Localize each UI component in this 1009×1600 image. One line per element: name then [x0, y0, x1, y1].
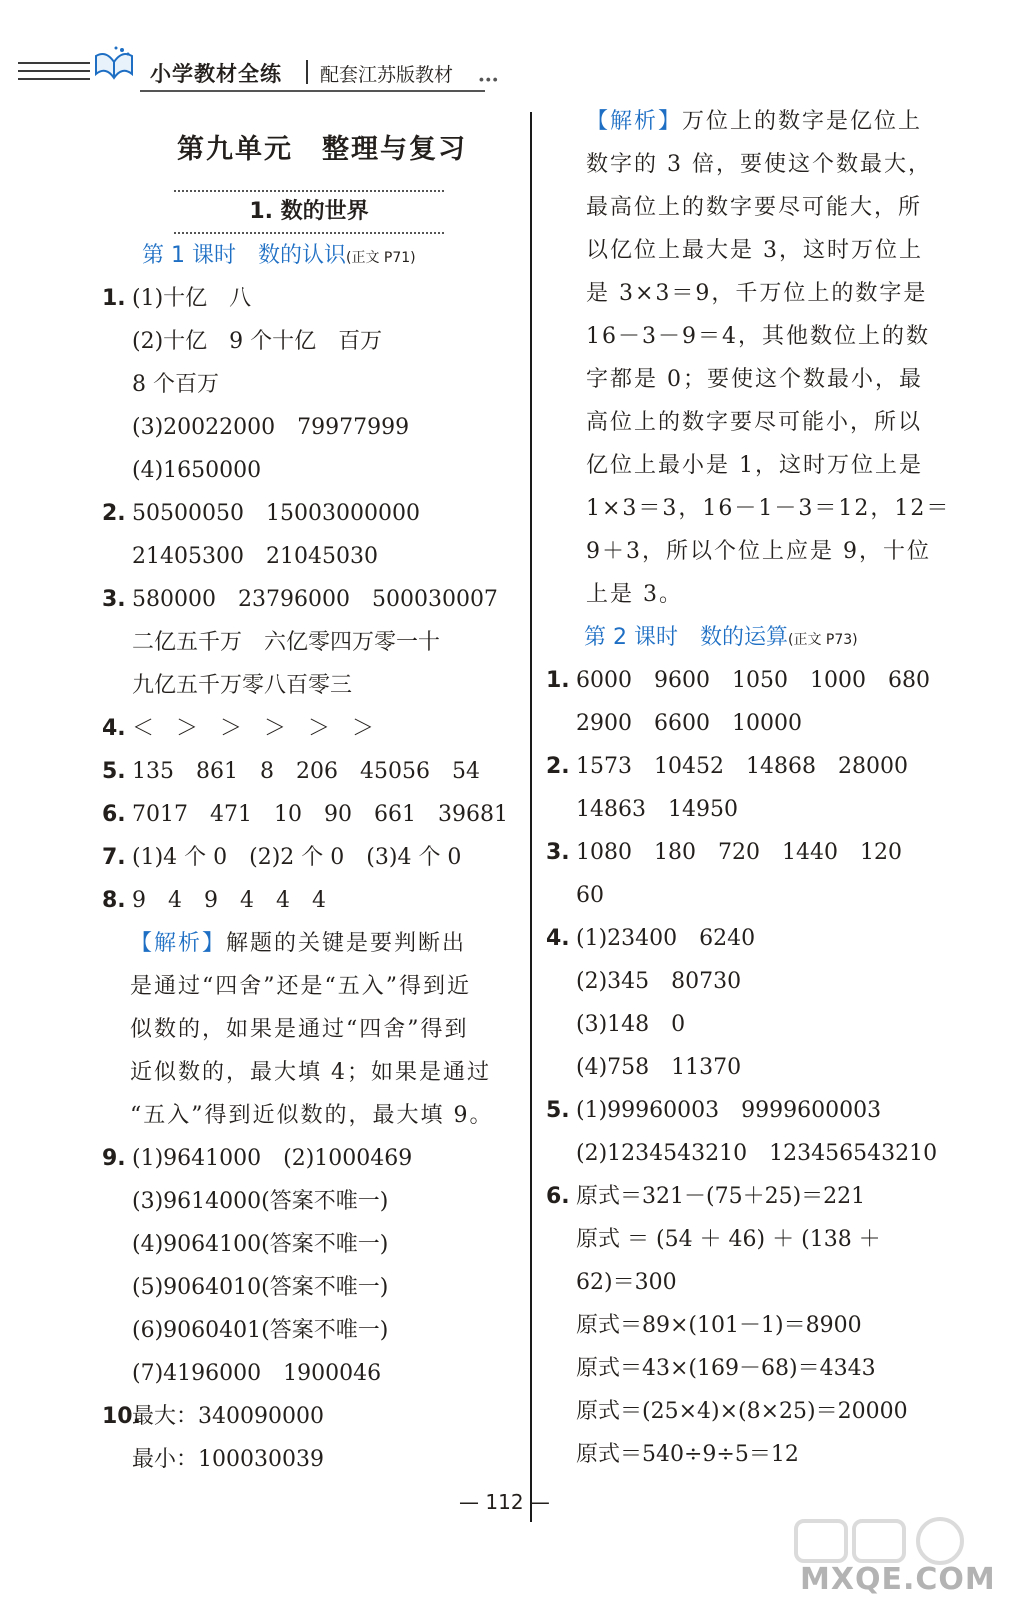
answer-line [546, 960, 966, 1003]
analysis-text: 字都是 0；要使这个数最小，最 [586, 367, 923, 392]
analysis-line [546, 530, 966, 573]
analysis-text: “五入”得到近似数的，最大填 9。 [130, 1103, 494, 1128]
answer-text: 8 个百万 [132, 372, 219, 397]
left-analysis [102, 922, 522, 1137]
page-number: — 112 — [459, 1490, 550, 1514]
analysis-text: 亿位上最小是 1，这时万位上是 [586, 453, 923, 478]
answer-line [546, 659, 966, 702]
answer-line [546, 788, 966, 831]
answer-line [102, 836, 522, 879]
answer-line [546, 874, 966, 917]
answer-text: (7)4196000 1900046 [132, 1361, 382, 1386]
answer-line [102, 277, 522, 320]
book-series-title: 小学教材全练 [150, 62, 282, 86]
answer-line [546, 702, 966, 745]
answer-text: (6)9060401(答案不唯一) [132, 1318, 389, 1343]
answer-line [102, 707, 522, 750]
answer-line [102, 363, 522, 406]
book-icon [92, 44, 136, 88]
answer-text: (1)99960003 9999600003 [576, 1098, 882, 1123]
answer-line [102, 1438, 522, 1481]
answer-text: 原式＝321－(75＋25)＝221 [576, 1184, 866, 1209]
answer-text: 135 861 8 206 45056 54 [132, 759, 480, 784]
analysis-text: 数字的 3 倍，要使这个数最大， [586, 152, 932, 177]
header-dots: ∙∙∙ [478, 72, 499, 88]
answer-text: ＜ ＞ ＞ ＞ ＞ ＞ [132, 716, 375, 741]
question-number: 9. [102, 1146, 126, 1171]
question-number: 5. [546, 1098, 570, 1123]
answer-line [102, 492, 522, 535]
answer-text: (3)148 0 [576, 1012, 686, 1037]
analysis-line [102, 965, 522, 1008]
analysis-text: 上是 3。 [586, 582, 683, 607]
answer-line [102, 449, 522, 492]
answer-line [546, 1089, 966, 1132]
lesson-2-label: 第 2 课时 数的运算 [584, 625, 788, 650]
answer-text: (2)345 80730 [576, 969, 742, 994]
question-number: 8. [102, 888, 126, 913]
right-column [546, 100, 966, 1476]
question-number: 2. [102, 501, 126, 526]
answer-text: 7017 471 10 90 661 39681 [132, 802, 508, 827]
answer-text: (1)十亿 八 [132, 286, 252, 311]
answer-line [102, 879, 522, 922]
answer-text: 14863 14950 [576, 797, 738, 822]
question-number: 7. [102, 845, 126, 870]
question-number: 10. [102, 1404, 141, 1429]
answer-text: 原式＝89×(101－1)＝8900 [576, 1313, 862, 1338]
analysis-text: 16－3－9＝4，其他数位上的数 [586, 324, 930, 349]
analysis-line [546, 100, 966, 143]
analysis-tag: 【解析】 [586, 109, 683, 134]
question-number: 3. [546, 840, 570, 865]
analysis-line [102, 1051, 522, 1094]
answer-line [546, 1175, 966, 1218]
answer-text: 50500050 15003000000 [132, 501, 420, 526]
book-series-subtitle: 配套江苏版教材 [320, 64, 454, 86]
answer-line [546, 1046, 966, 1089]
answer-line [102, 1395, 522, 1438]
answer-line [102, 664, 522, 707]
question-number: 6. [102, 802, 126, 827]
left-column [102, 118, 522, 1481]
answer-line [546, 1218, 966, 1261]
analysis-line [546, 229, 966, 272]
analysis-line [546, 186, 966, 229]
answer-line [102, 1223, 522, 1266]
answer-text: (1)23400 6240 [576, 926, 756, 951]
answer-line [546, 1433, 966, 1476]
analysis-line [102, 1008, 522, 1051]
lesson-1-ref: (正文 P71) [345, 250, 416, 266]
analysis-line [102, 922, 522, 965]
answer-line [102, 793, 522, 836]
answer-line [102, 1266, 522, 1309]
answer-text: 2900 6600 10000 [576, 711, 802, 736]
analysis-tag: 【解析】 [130, 931, 227, 956]
answer-text: (5)9064010(答案不唯一) [132, 1275, 389, 1300]
answer-line [546, 1347, 966, 1390]
header-decoration-lines [18, 62, 90, 86]
question-number: 6. [546, 1184, 570, 1209]
question-number: 3. [102, 587, 126, 612]
answer-line [546, 917, 966, 960]
analysis-line [546, 272, 966, 315]
answer-text: 原式＝540÷9÷5＝12 [576, 1442, 799, 1467]
answer-text: (2)十亿 9 个十亿 百万 [132, 329, 383, 354]
answer-text: (2)1234543210 123456543210 [576, 1141, 938, 1166]
answer-line [546, 1003, 966, 1046]
answer-text: 原式＝(25×4)×(8×25)＝20000 [576, 1399, 908, 1424]
analysis-text: 似数的，如果是通过“四舍”得到 [130, 1017, 469, 1042]
analysis-line [546, 315, 966, 358]
lesson-1-heading [102, 234, 522, 277]
analysis-text: 高位上的数字要尽可能小，所以 [586, 410, 923, 435]
analysis-line [546, 573, 966, 616]
analysis-text: 万位上的数字是亿位上 [682, 109, 923, 134]
question-number: 4. [102, 716, 126, 741]
answer-line [102, 320, 522, 363]
answer-text: 60 [576, 883, 604, 908]
analysis-text: 是通过“四舍”还是“五入”得到近 [130, 974, 471, 999]
analysis-line [546, 401, 966, 444]
answer-text: 最小：100030039 [132, 1447, 324, 1472]
analysis-text: 1×3＝3，16－1－3＝12，12＝ [586, 496, 951, 521]
right-analysis [546, 100, 966, 616]
answer-line [102, 578, 522, 621]
analysis-line [546, 358, 966, 401]
answer-line [102, 1309, 522, 1352]
answer-text: 9 4 9 4 4 4 [132, 888, 326, 913]
analysis-line [102, 1094, 522, 1137]
question-number: 2. [546, 754, 570, 779]
analysis-line [546, 143, 966, 186]
answer-line [546, 831, 966, 874]
lesson-1-label: 第 1 课时 数的认识 [142, 243, 346, 268]
answer-line [102, 1137, 522, 1180]
analysis-text: 解题的关键是要判断出 [226, 931, 467, 956]
answer-line [546, 1132, 966, 1175]
answer-text: (3)9614000(答案不唯一) [132, 1189, 389, 1214]
answer-text: 62)＝300 [576, 1270, 677, 1295]
answer-line [102, 1352, 522, 1395]
answer-line [546, 1304, 966, 1347]
answer-line [546, 1261, 966, 1304]
answer-line [102, 406, 522, 449]
answer-text: 580000 23796000 500030007 [132, 587, 498, 612]
unit-title: 第九单元 整理与复习 [177, 134, 467, 165]
analysis-text: 9＋3，所以个位上应是 9，十位 [586, 539, 931, 564]
header-rule [140, 90, 485, 92]
answer-line [546, 1390, 966, 1433]
analysis-line [546, 487, 966, 530]
watermark-text: MXQE.COM [800, 1562, 996, 1597]
answer-line [102, 750, 522, 793]
question-number: 5. [102, 759, 126, 784]
header-separator [306, 60, 308, 84]
analysis-text: 是 3×3＝9，千万位上的数字是 [586, 281, 928, 306]
answer-text: (4)1650000 [132, 458, 262, 483]
answer-text: 九亿五千万零八百零三 [132, 673, 353, 698]
lesson-2-heading [546, 616, 966, 659]
question-number: 1. [102, 286, 126, 311]
section-title: 1. 数的世界 [174, 190, 444, 234]
question-number: 1. [546, 668, 570, 693]
column-divider [530, 112, 532, 1522]
answer-text: (1)4 个 0 (2)2 个 0 (3)4 个 0 [132, 845, 462, 870]
answer-text: (4)9064100(答案不唯一) [132, 1232, 389, 1257]
answer-text: (1)9641000 (2)1000469 [132, 1146, 413, 1171]
analysis-text: 近似数的，最大填 4；如果是通过 [130, 1060, 491, 1085]
answer-text: 21405300 21045030 [132, 544, 378, 569]
answer-text: 原式 ＝ (54 ＋ 46) ＋ (138 ＋ [576, 1227, 881, 1252]
analysis-text: 以亿位上最大是 3，这时万位上 [586, 238, 923, 263]
answer-text: 1080 180 720 1440 120 [576, 840, 902, 865]
answer-line [102, 535, 522, 578]
answer-text: 1573 10452 14868 28000 [576, 754, 908, 779]
answer-line [546, 745, 966, 788]
analysis-line [546, 444, 966, 487]
answer-text: (4)758 11370 [576, 1055, 742, 1080]
answer-text: 6000 9600 1050 1000 680 [576, 668, 930, 693]
question-number: 4. [546, 926, 570, 951]
lesson-2-ref: (正文 P73) [787, 632, 858, 648]
analysis-text: 最高位上的数字要尽可能大，所 [586, 195, 923, 220]
answer-text: 二亿五千万 六亿零四万零一十 [132, 630, 441, 655]
answer-line [102, 1180, 522, 1223]
answer-text: 最大：340090000 [132, 1404, 324, 1429]
answer-text: (3)20022000 79977999 [132, 415, 410, 440]
answer-line [102, 621, 522, 664]
answer-text: 原式＝43×(169－68)＝4343 [576, 1356, 876, 1381]
